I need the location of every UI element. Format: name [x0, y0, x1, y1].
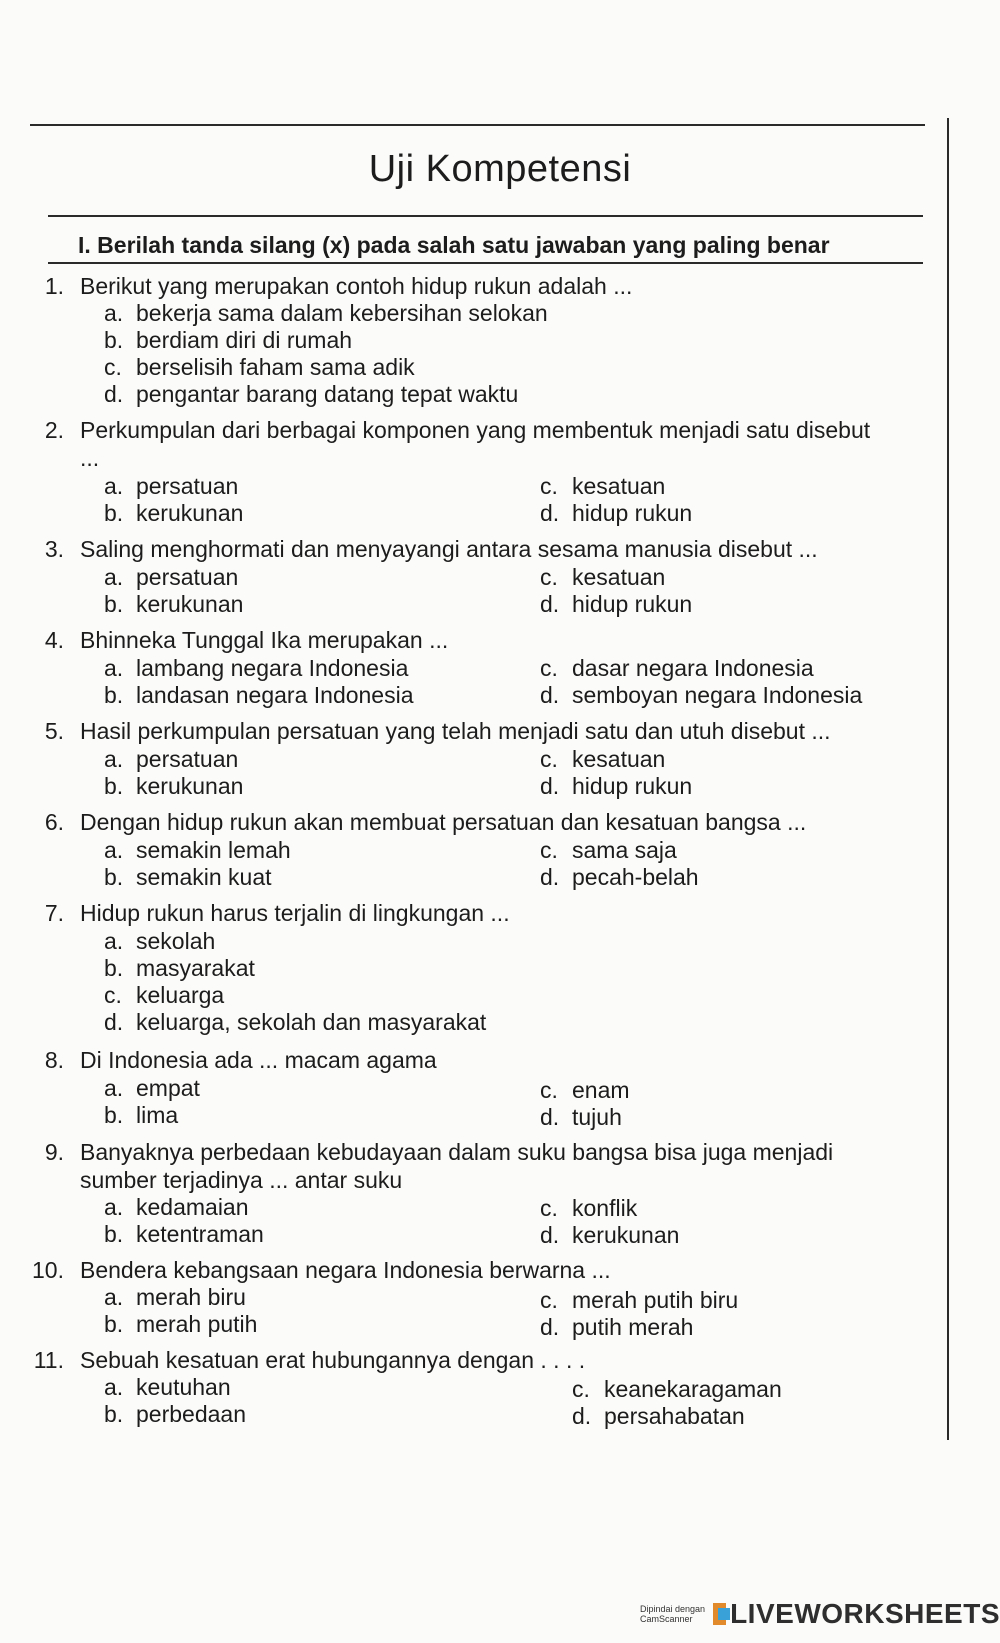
option-2d[interactable]: d. hidup rukun	[540, 500, 693, 526]
question-text: Bendera kebangsaan negara Indonesia berwarna ...	[80, 1257, 611, 1283]
instruction-text: I. Berilah tanda silang (x) pada salah satu jawaban yang paling benar	[78, 232, 830, 258]
option-3a[interactable]: a. persatuan	[104, 564, 239, 590]
footer-watermark	[640, 1597, 1000, 1631]
question-number: 6.	[44, 809, 64, 835]
option-6b[interactable]: b. semakin kuat	[104, 864, 272, 890]
option-9c[interactable]: c. konflik	[540, 1195, 638, 1221]
question-number: 4.	[44, 627, 64, 653]
option-6a[interactable]: a. semakin lemah	[104, 837, 291, 863]
option-9b[interactable]: b. ketentraman	[104, 1221, 264, 1247]
liveworksheets-logo-icon	[713, 1603, 726, 1625]
option-5b[interactable]: b. kerukunan	[104, 773, 244, 799]
question-text: Berikut yang merupakan contoh hidup rukun adalah ...	[80, 273, 633, 299]
question-number: 9.	[44, 1139, 64, 1165]
option-9a[interactable]: a. kedamaian	[104, 1194, 249, 1220]
option-3c[interactable]: c. kesatuan	[540, 564, 666, 590]
option-2b[interactable]: b. kerukunan	[104, 500, 244, 526]
question-text: Dengan hidup rukun akan membuat persatuan dan kesatuan bangsa ...	[80, 809, 807, 835]
option-1d[interactable]: d. pengantar barang datang tepat waktu	[104, 381, 519, 407]
question-text: Hidup rukun harus terjalin di lingkungan ...	[80, 900, 510, 926]
option-7d[interactable]: d. keluarga, sekolah dan masyarakat	[104, 1009, 487, 1035]
option-7a[interactable]: a. sekolah	[104, 928, 216, 954]
option-5d[interactable]: d. hidup rukun	[540, 773, 693, 799]
question-text: Hasil perkumpulan persatuan yang telah menjadi satu dan utuh disebut ...	[80, 718, 831, 744]
option-11d[interactable]: d. persahabatan	[572, 1403, 745, 1429]
question-number: 8.	[44, 1047, 64, 1073]
question-number: 3.	[44, 536, 64, 562]
top-rule	[30, 124, 925, 126]
brand-name[interactable]: LIVEWORKSHEETS	[730, 1598, 1000, 1629]
scan-note: Dipindai dengan CamScanner	[640, 1604, 706, 1624]
title-rule	[48, 215, 923, 217]
question-number: 1.	[44, 273, 64, 299]
option-8a[interactable]: a. empat	[104, 1075, 200, 1101]
option-6d[interactable]: d. pecah-belah	[540, 864, 699, 890]
question-number: 10.	[32, 1257, 64, 1283]
question-text: Banyaknya perbedaan kebudayaan dalam suku bangsa bisa juga menjadi sumber terjadinya ... antar suku	[80, 1139, 834, 1193]
option-5c[interactable]: c. kesatuan	[540, 746, 666, 772]
option-3d[interactable]: d. hidup rukun	[540, 591, 693, 617]
question-number: 11.	[33, 1347, 64, 1373]
option-1b[interactable]: b. berdiam diri di rumah	[104, 327, 353, 353]
option-10d[interactable]: d. putih merah	[540, 1314, 694, 1340]
question-text: Di Indonesia ada ... macam agama	[80, 1047, 437, 1073]
option-1c[interactable]: c. berselisih faham sama adik	[104, 354, 415, 380]
option-4b[interactable]: b. landasan negara Indonesia	[104, 682, 414, 708]
question-text: Perkumpulan dari berbagai komponen yang membentuk menjadi satu disebut ...	[80, 417, 871, 471]
option-1a[interactable]: a. bekerja sama dalam kebersihan selokan	[104, 300, 548, 326]
option-8c[interactable]: c. enam	[540, 1077, 630, 1103]
option-5a[interactable]: a. persatuan	[104, 746, 239, 772]
page-title: Uji Kompetensi	[368, 148, 632, 190]
option-4c[interactable]: c. dasar negara Indonesia	[540, 655, 814, 681]
option-2c[interactable]: c. kesatuan	[540, 473, 666, 499]
option-2a[interactable]: a. persatuan	[104, 473, 239, 499]
question-text: Bhinneka Tunggal Ika merupakan ...	[80, 627, 449, 653]
option-10b[interactable]: b. merah putih	[104, 1311, 258, 1337]
question-number: 7.	[44, 900, 64, 926]
option-7b[interactable]: b. masyarakat	[104, 955, 255, 981]
option-11c[interactable]: c. keanekaragaman	[572, 1376, 782, 1402]
question-text: Sebuah kesatuan erat hubungannya dengan . . . .	[80, 1347, 586, 1373]
option-4a[interactable]: a. lambang negara Indonesia	[104, 655, 409, 681]
option-11b[interactable]: b. perbedaan	[104, 1401, 246, 1427]
question-text: Saling menghormati dan menyayangi antara sesama manusia disebut ...	[80, 536, 818, 562]
question-number: 2.	[44, 417, 64, 443]
right-border	[947, 118, 949, 1440]
option-6c[interactable]: c. sama saja	[540, 837, 677, 863]
option-8b[interactable]: b. lima	[104, 1102, 179, 1128]
option-11a[interactable]: a. keutuhan	[104, 1374, 231, 1400]
option-10c[interactable]: c. merah putih biru	[540, 1287, 739, 1313]
option-8d[interactable]: d. tujuh	[540, 1104, 622, 1130]
question-number: 5.	[44, 718, 64, 744]
option-10a[interactable]: a. merah biru	[104, 1284, 246, 1310]
option-9d[interactable]: d. kerukunan	[540, 1222, 680, 1248]
instruction-rule	[48, 262, 923, 264]
option-7c[interactable]: c. keluarga	[104, 982, 225, 1008]
option-3b[interactable]: b. kerukunan	[104, 591, 244, 617]
option-4d[interactable]: d. semboyan negara Indonesia	[540, 682, 863, 708]
